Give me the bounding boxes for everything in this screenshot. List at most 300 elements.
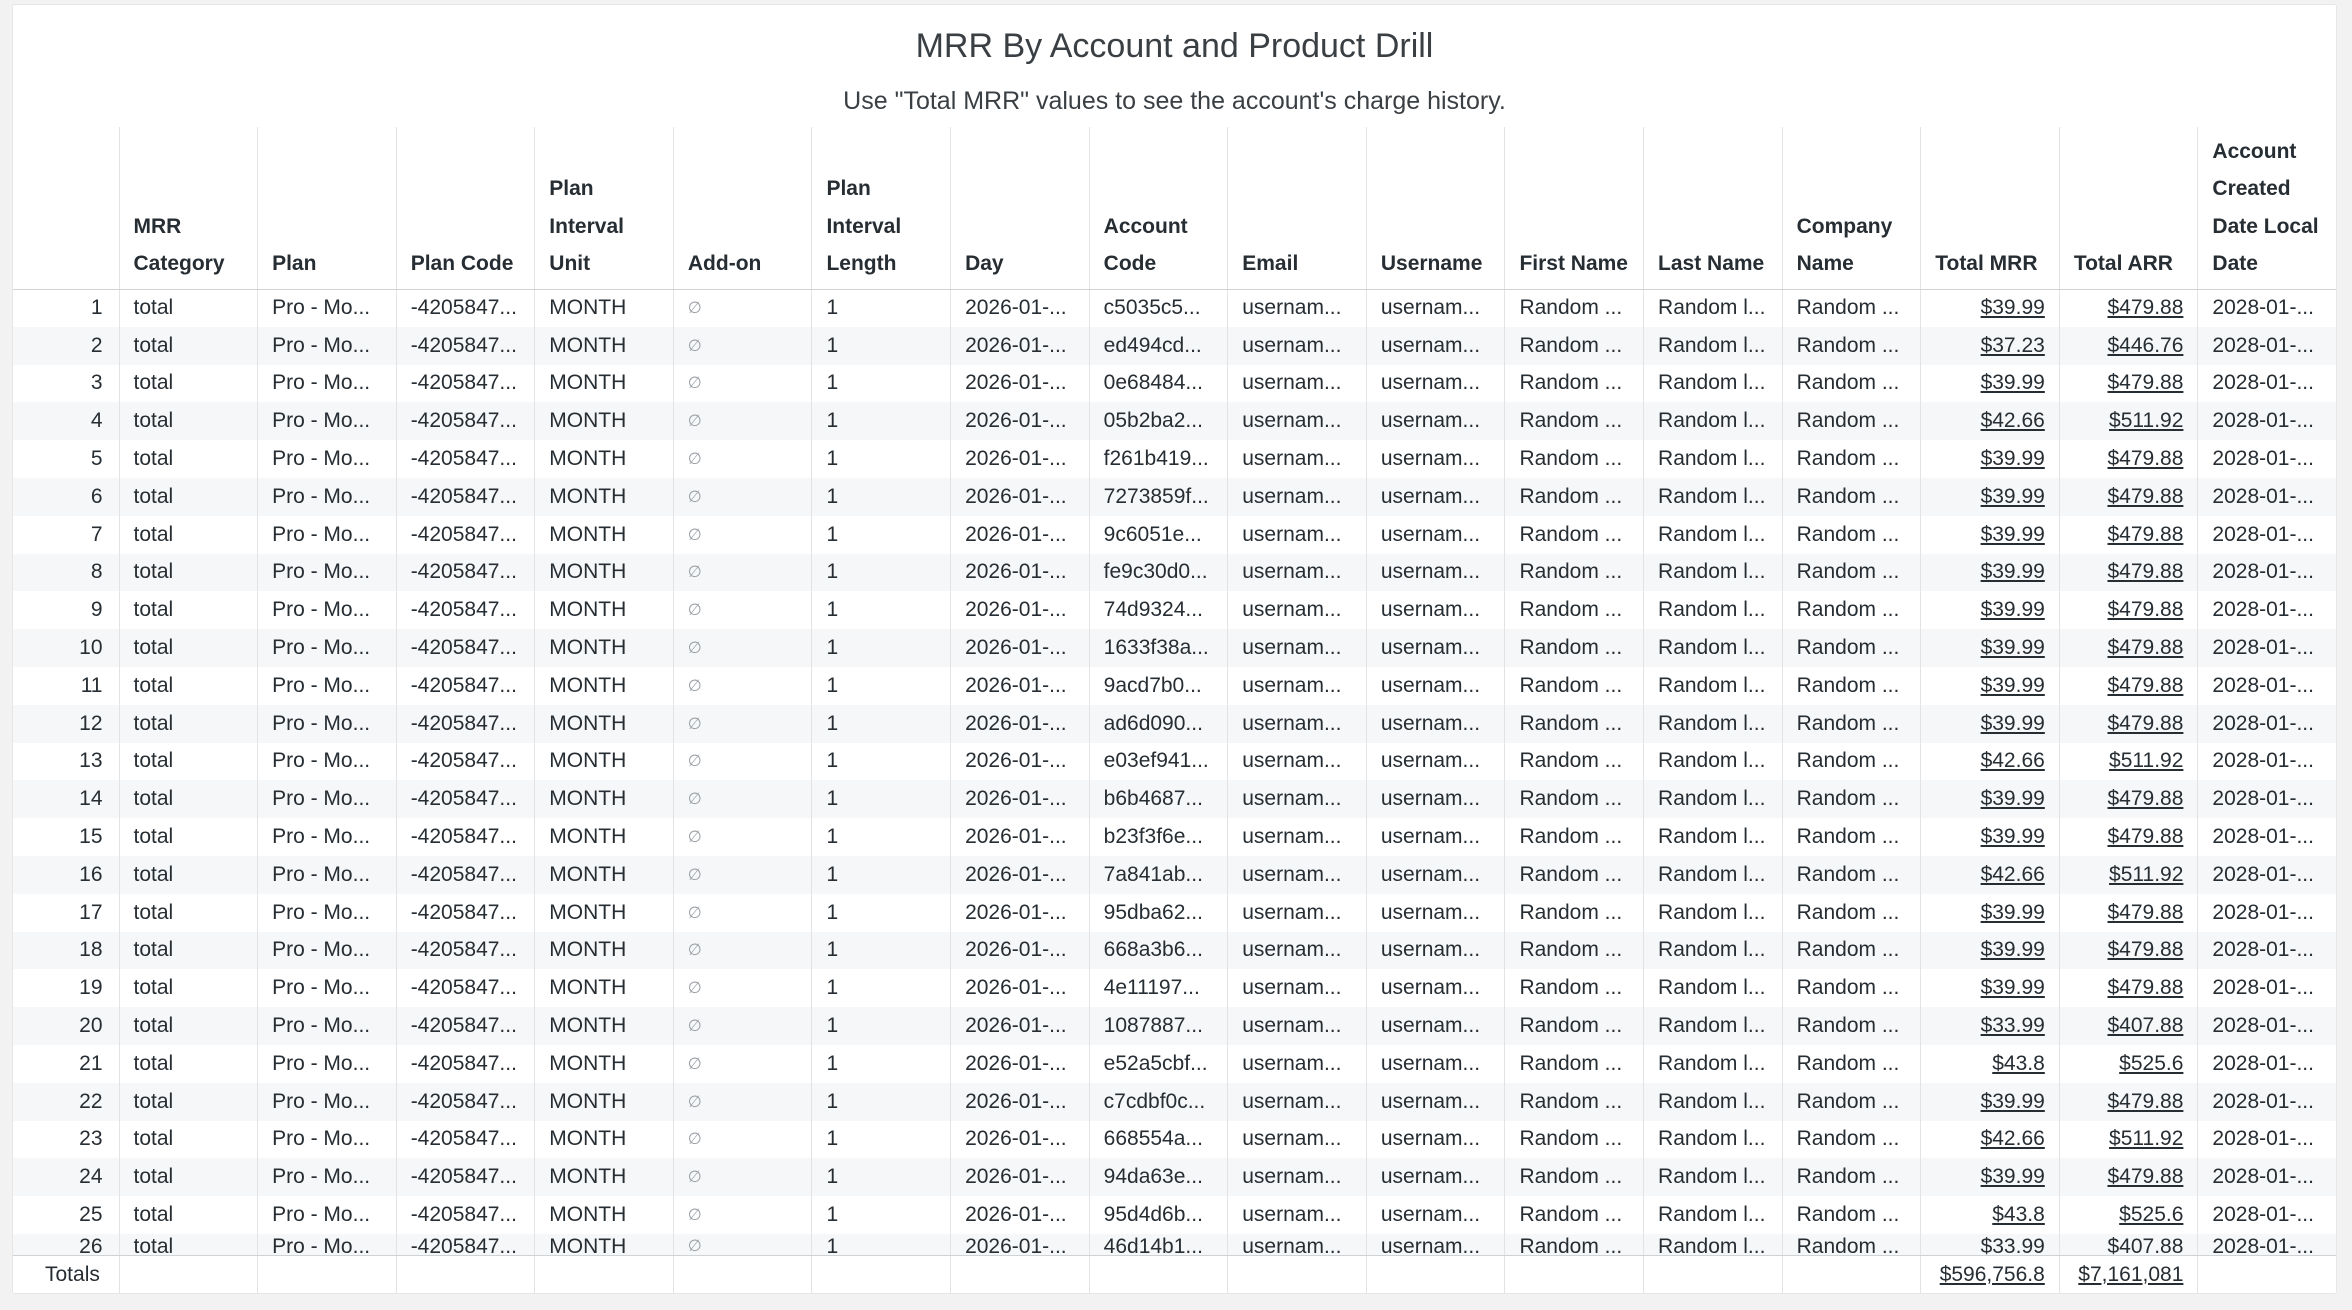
table-row [13,629,2337,667]
cell-account-code: 95dba62... [1089,894,1228,932]
totals-cell-last-name [1644,1256,1783,1294]
cell-email: usernam... [1228,705,1367,743]
cell-first-name: Random ... [1505,1234,1644,1255]
total-mrr-link[interactable]: $39.99 [1980,673,2045,697]
table-row [13,856,2337,894]
cell-mrr-category: total [119,365,258,403]
cell-add-on [673,743,812,781]
cell-plan-interval-length: 1 [812,969,951,1007]
cell-account-created: 2028-01-... [2198,894,2337,932]
cell-plan: Pro - Mo... [258,667,397,705]
cell-company-name: Random ... [1782,1007,1921,1045]
cell-username: usernam... [1366,894,1505,932]
cell-plan: Pro - Mo... [258,969,397,1007]
cell-total-mrr [1921,327,2060,365]
cell-total-arr [2059,440,2198,478]
cell-day: 2026-01-... [951,516,1090,554]
cell-username: usernam... [1366,591,1505,629]
total-arr-link[interactable]: $479.88 [2107,371,2184,395]
null-icon: ∅ [687,791,702,809]
total-mrr-link[interactable]: $39.99 [1980,825,2045,849]
cell-username: usernam... [1366,1196,1505,1234]
cell-plan-code: -4205847... [396,629,535,667]
cell-mrr-category: total [119,591,258,629]
total-arr-link[interactable]: $479.88 [2107,598,2184,622]
totals-cell-plan-code [396,1256,535,1294]
cell-email: usernam... [1228,440,1367,478]
cell-plan-interval-unit: MONTH [535,818,674,856]
cell-add-on [673,856,812,894]
total-mrr-link[interactable]: $39.99 [1980,484,2045,508]
column-header-plan-interval-length[interactable]: Plan Interval Length [812,127,951,289]
cell-plan-interval-length: 1 [812,440,951,478]
total-mrr-link[interactable]: $39.99 [1980,787,2045,811]
column-header-plan-interval-unit[interactable]: Plan Interval Unit [535,127,674,289]
cell-plan-interval-length: 1 [812,365,951,403]
null-icon: ∅ [687,1018,702,1036]
cell-mrr-category: total [119,856,258,894]
total-mrr-link[interactable]: $33.99 [1980,1014,2045,1038]
cell-mrr-category: total [119,667,258,705]
cell-plan: Pro - Mo... [258,818,397,856]
row-index: 20 [13,1007,119,1045]
cell-last-name: Random l... [1644,365,1783,403]
total-arr-link[interactable]: $479.88 [2107,787,2184,811]
cell-total-mrr [1921,478,2060,516]
cell-plan-code: -4205847... [396,402,535,440]
cell-first-name: Random ... [1505,554,1644,592]
cell-email: usernam... [1228,1196,1367,1234]
cell-plan-code: -4205847... [396,894,535,932]
cell-username: usernam... [1366,1045,1505,1083]
totals-cell-mrr-category [119,1256,258,1294]
cell-email: usernam... [1228,856,1367,894]
cell-username: usernam... [1366,705,1505,743]
table-row [13,1121,2337,1159]
totals-cell-account-code [1089,1256,1228,1294]
cell-day: 2026-01-... [951,932,1090,970]
cell-total-mrr [1921,667,2060,705]
column-header-account-created[interactable]: Account Created Date Local Date [2198,127,2337,289]
cell-company-name: Random ... [1782,591,1921,629]
cell-account-code: fe9c30d0... [1089,554,1228,592]
cell-plan: Pro - Mo... [258,365,397,403]
cell-plan-interval-length: 1 [812,629,951,667]
cell-day: 2026-01-... [951,478,1090,516]
cell-company-name: Random ... [1782,705,1921,743]
cell-total-arr [2059,705,2198,743]
total-arr-link[interactable]: $479.88 [2107,296,2184,320]
cell-last-name: Random l... [1644,1083,1783,1121]
cell-last-name: Random l... [1644,327,1783,365]
total-mrr-link[interactable]: $42.66 [1980,862,2045,886]
report-panel [12,4,2337,1294]
cell-total-mrr [1921,1083,2060,1121]
cell-plan-interval-unit: MONTH [535,1007,674,1045]
cell-account-code: c7cdbf0c... [1089,1083,1228,1121]
cell-last-name: Random l... [1644,1045,1783,1083]
cell-total-mrr [1921,780,2060,818]
total-mrr-link[interactable]: $33.99 [1980,1234,2045,1255]
total-arr-link[interactable]: $479.88 [2107,976,2184,1000]
totals-arr-link[interactable]: $7,161,081 [2078,1263,2184,1286]
cell-first-name: Random ... [1505,591,1644,629]
table-row [13,478,2337,516]
cell-plan-interval-length: 1 [812,327,951,365]
cell-last-name: Random l... [1644,1121,1783,1159]
cell-add-on [673,591,812,629]
cell-plan-interval-unit: MONTH [535,1121,674,1159]
cell-total-arr [2059,1083,2198,1121]
total-arr-link[interactable]: $479.88 [2107,900,2184,924]
cell-plan-interval-length: 1 [812,289,951,327]
totals-label: Totals [13,1256,119,1294]
cell-plan-code: -4205847... [396,818,535,856]
total-arr-link[interactable]: $446.76 [2107,333,2184,357]
total-arr-link[interactable]: $479.88 [2107,636,2184,660]
cell-total-mrr [1921,591,2060,629]
column-header-account-code[interactable]: Account Code [1089,127,1228,289]
total-arr-link[interactable]: $407.88 [2107,1234,2184,1255]
cell-plan-interval-unit: MONTH [535,667,674,705]
column-header-total-mrr[interactable]: Total MRR [1921,127,2060,289]
cell-plan: Pro - Mo... [258,1007,397,1045]
cell-account-code: 1087887... [1089,1007,1228,1045]
column-header-username[interactable]: Username [1366,127,1505,289]
totals-row [13,1255,2337,1293]
cell-plan-code: -4205847... [396,1158,535,1196]
row-index: 15 [79,825,103,849]
null-icon: ∅ [687,1169,702,1187]
cell-account-created: 2028-01-... [2198,1158,2337,1196]
cell-total-mrr [1921,1158,2060,1196]
cell-company-name: Random ... [1782,327,1921,365]
cell-plan-code: -4205847... [396,289,535,327]
cell-account-code: 1633f38a... [1089,629,1228,667]
cell-account-created: 2028-01-... [2198,327,2337,365]
cell-company-name: Random ... [1782,1158,1921,1196]
cell-username: usernam... [1366,780,1505,818]
cell-total-arr [2059,1007,2198,1045]
column-header-add-on[interactable]: Add-on [673,127,812,289]
cell-total-arr [2059,856,2198,894]
cell-plan-interval-unit: MONTH [535,743,674,781]
cell-mrr-category: total [119,289,258,327]
cell-first-name: Random ... [1505,365,1644,403]
total-arr-link[interactable]: $479.88 [2107,560,2184,584]
table-row [13,894,2337,932]
cell-add-on [673,554,812,592]
cell-add-on [673,478,812,516]
cell-account-created: 2028-01-... [2198,289,2337,327]
cell-last-name: Random l... [1644,629,1783,667]
total-mrr-link[interactable]: $42.66 [1980,749,2045,773]
cell-mrr-category: total [119,1196,258,1234]
totals-cell-plan-interval-length [812,1256,951,1294]
table-row [13,591,2337,629]
cell-account-code: e52a5cbf... [1089,1045,1228,1083]
cell-account-created: 2028-01-... [2198,1121,2337,1159]
total-mrr-link[interactable]: $39.99 [1980,636,2045,660]
cell-plan-code: -4205847... [396,743,535,781]
total-mrr-link[interactable]: $39.99 [1980,1165,2045,1189]
cell-plan-code: -4205847... [396,1121,535,1159]
null-icon: ∅ [687,526,702,544]
cell-username: usernam... [1366,969,1505,1007]
cell-plan-interval-length: 1 [812,1121,951,1159]
cell-account-code: 668554a... [1089,1121,1228,1159]
cell-total-mrr [1921,365,2060,403]
total-mrr-link[interactable]: $39.99 [1980,938,2045,962]
total-arr-link[interactable]: $525.6 [2119,1203,2184,1227]
total-mrr-link[interactable]: $39.99 [1980,900,2045,924]
cell-day: 2026-01-... [951,1045,1090,1083]
cell-total-mrr [1921,705,2060,743]
cell-company-name: Random ... [1782,402,1921,440]
cell-account-code: b6b4687... [1089,780,1228,818]
cell-company-name: Random ... [1782,969,1921,1007]
cell-mrr-category: total [119,440,258,478]
cell-day: 2026-01-... [951,1121,1090,1159]
cell-first-name: Random ... [1505,1158,1644,1196]
total-mrr-link[interactable]: $39.99 [1980,447,2045,471]
data-table [13,127,2337,1255]
table-row [13,440,2337,478]
cell-username: usernam... [1366,743,1505,781]
cell-last-name: Random l... [1644,894,1783,932]
cell-plan-interval-length: 1 [812,591,951,629]
cell-total-arr [2059,894,2198,932]
cell-plan-interval-unit: MONTH [535,591,674,629]
cell-company-name: Random ... [1782,554,1921,592]
cell-total-mrr [1921,1234,2060,1255]
total-arr-link[interactable]: $479.88 [2107,522,2184,546]
row-index: 2 [13,327,119,365]
cell-last-name: Random l... [1644,554,1783,592]
total-arr-link[interactable]: $525.6 [2119,1051,2184,1075]
cell-email: usernam... [1228,1007,1367,1045]
table-row [13,969,2337,1007]
totals-mrr-link[interactable]: $596,756.8 [1939,1263,2045,1286]
cell-account-created: 2028-01-... [2198,1234,2337,1255]
total-mrr-link[interactable]: $39.99 [1980,560,2045,584]
total-arr-link[interactable]: $479.88 [2107,1089,2184,1113]
total-arr-link[interactable]: $511.92 [2109,862,2184,886]
cell-account-code: 94da63e... [1089,1158,1228,1196]
table-row [13,1007,2337,1045]
cell-day: 2026-01-... [951,629,1090,667]
total-mrr-link[interactable]: $39.99 [1980,598,2045,622]
cell-username: usernam... [1366,629,1505,667]
cell-plan-interval-unit: MONTH [535,894,674,932]
cell-account-created: 2028-01-... [2198,780,2337,818]
total-mrr-link[interactable]: $39.99 [1980,1089,2045,1113]
cell-account-created: 2028-01-... [2198,743,2337,781]
row-index: 9 [90,598,103,622]
cell-account-code: e03ef941... [1089,743,1228,781]
total-arr-link[interactable]: $511.92 [2109,409,2184,433]
cell-account-code: c5035c5... [1089,289,1228,327]
cell-account-created: 2028-01-... [2198,856,2337,894]
row-index: 23 [79,1127,103,1151]
row-index: 14 [13,780,119,818]
cell-username: usernam... [1366,554,1505,592]
cell-plan: Pro - Mo... [258,516,397,554]
cell-plan-interval-length: 1 [812,1158,951,1196]
total-mrr-link[interactable]: $39.99 [1980,522,2045,546]
cell-plan-interval-unit: MONTH [535,780,674,818]
null-icon: ∅ [687,829,702,847]
cell-plan-interval-length: 1 [812,894,951,932]
table-viewport[interactable] [13,5,2337,1255]
cell-account-code: 74d9324... [1089,591,1228,629]
total-arr-link[interactable]: $407.88 [2107,1014,2184,1038]
cell-total-mrr [1921,1045,2060,1083]
cell-add-on [673,289,812,327]
cell-plan: Pro - Mo... [258,591,397,629]
cell-email: usernam... [1228,365,1367,403]
row-index: 6 [13,478,119,516]
cell-last-name: Random l... [1644,705,1783,743]
cell-username: usernam... [1366,1121,1505,1159]
cell-email: usernam... [1228,516,1367,554]
cell-total-arr [2059,667,2198,705]
cell-plan-interval-unit: MONTH [535,516,674,554]
cell-plan-code: -4205847... [396,554,535,592]
total-arr-link[interactable]: $511.92 [2109,749,2184,773]
cell-company-name: Random ... [1782,1083,1921,1121]
table-row [13,327,2337,365]
column-header-total-arr[interactable]: Total ARR [2059,127,2198,289]
cell-email: usernam... [1228,402,1367,440]
total-mrr-link[interactable]: $39.99 [1980,371,2045,395]
cell-mrr-category: total [119,402,258,440]
cell-mrr-category: total [119,516,258,554]
row-index: 26 [13,1234,119,1255]
table-row [13,289,2337,327]
total-mrr-link[interactable]: $43.8 [1992,1203,2045,1227]
null-icon: ∅ [687,715,702,733]
cell-company-name: Random ... [1782,780,1921,818]
column-header-company-name[interactable]: Company Name [1782,127,1921,289]
cell-day: 2026-01-... [951,402,1090,440]
null-icon: ∅ [687,904,702,922]
column-header-email[interactable]: Email [1228,127,1367,289]
cell-account-created: 2028-01-... [2198,705,2337,743]
null-icon: ∅ [687,375,702,393]
column-header-first-name[interactable]: First Name [1505,127,1644,289]
cell-plan: Pro - Mo... [258,743,397,781]
cell-email: usernam... [1228,1234,1367,1255]
row-index: 19 [79,976,103,1000]
column-header-day[interactable]: Day [951,127,1090,289]
total-arr-link[interactable]: $479.88 [2107,711,2184,735]
cell-plan-interval-unit: MONTH [535,1158,674,1196]
cell-account-code: b23f3f6e... [1089,818,1228,856]
cell-account-code: 7a841ab... [1089,856,1228,894]
cell-plan: Pro - Mo... [258,932,397,970]
cell-username: usernam... [1366,932,1505,970]
column-header-last-name[interactable]: Last Name [1644,127,1783,289]
row-index: 12 [13,705,119,743]
cell-add-on [673,327,812,365]
cell-username: usernam... [1366,327,1505,365]
cell-account-created: 2028-01-... [2198,554,2337,592]
cell-account-code: f261b419... [1089,440,1228,478]
cell-company-name: Random ... [1782,629,1921,667]
cell-day: 2026-01-... [951,894,1090,932]
total-mrr-link[interactable]: $42.66 [1980,409,2045,433]
cell-plan-code: -4205847... [396,1083,535,1121]
cell-day: 2026-01-... [951,780,1090,818]
total-mrr-link[interactable]: $37.23 [1980,333,2045,357]
total-mrr-link[interactable]: $42.66 [1980,1127,2045,1151]
cell-company-name: Random ... [1782,932,1921,970]
cell-company-name: Random ... [1782,894,1921,932]
totals-cell-day [951,1256,1090,1294]
cell-plan-interval-unit: MONTH [535,629,674,667]
totals-cell-total-arr [2059,1256,2198,1294]
cell-plan-code: -4205847... [396,1045,535,1083]
total-arr-link[interactable]: $479.88 [2107,484,2184,508]
column-header-plan-code[interactable]: Plan Code [396,127,535,289]
cell-username: usernam... [1366,289,1505,327]
cell-plan-interval-length: 1 [812,856,951,894]
cell-plan-code: -4205847... [396,440,535,478]
total-arr-link[interactable]: $479.88 [2107,1165,2184,1189]
total-mrr-link[interactable]: $43.8 [1992,1051,2045,1075]
cell-last-name: Random l... [1644,932,1783,970]
cell-first-name: Random ... [1505,629,1644,667]
cell-total-mrr [1921,818,2060,856]
total-arr-link[interactable]: $511.92 [2109,1127,2184,1151]
total-arr-link[interactable]: $479.88 [2107,673,2184,697]
total-mrr-link[interactable]: $39.99 [1980,296,2045,320]
cell-day: 2026-01-... [951,365,1090,403]
cell-plan-code: -4205847... [396,327,535,365]
cell-plan: Pro - Mo... [258,402,397,440]
cell-first-name: Random ... [1505,743,1644,781]
cell-plan: Pro - Mo... [258,327,397,365]
total-mrr-link[interactable]: $39.99 [1980,976,2045,1000]
cell-plan-code: -4205847... [396,780,535,818]
cell-account-created: 2028-01-... [2198,516,2337,554]
cell-first-name: Random ... [1505,289,1644,327]
total-arr-link[interactable]: $479.88 [2107,447,2184,471]
cell-total-arr [2059,969,2198,1007]
cell-total-mrr [1921,894,2060,932]
table-row [13,743,2337,781]
total-arr-link[interactable]: $479.88 [2107,938,2184,962]
totals-cell-add-on [673,1256,812,1294]
cell-day: 2026-01-... [951,289,1090,327]
null-icon: ∅ [687,451,702,469]
cell-total-mrr [1921,402,2060,440]
column-header-mrr-category[interactable]: MRR Category [119,127,258,289]
cell-day: 2026-01-... [951,1007,1090,1045]
table-row [13,365,2337,403]
cell-plan: Pro - Mo... [258,1196,397,1234]
cell-company-name: Random ... [1782,818,1921,856]
cell-username: usernam... [1366,1158,1505,1196]
total-arr-link[interactable]: $479.88 [2107,825,2184,849]
total-mrr-link[interactable]: $39.99 [1980,711,2045,735]
cell-plan: Pro - Mo... [258,894,397,932]
table-row [13,1234,2337,1255]
cell-last-name: Random l... [1644,440,1783,478]
cell-day: 2026-01-... [951,969,1090,1007]
column-header-plan[interactable]: Plan [258,127,397,289]
